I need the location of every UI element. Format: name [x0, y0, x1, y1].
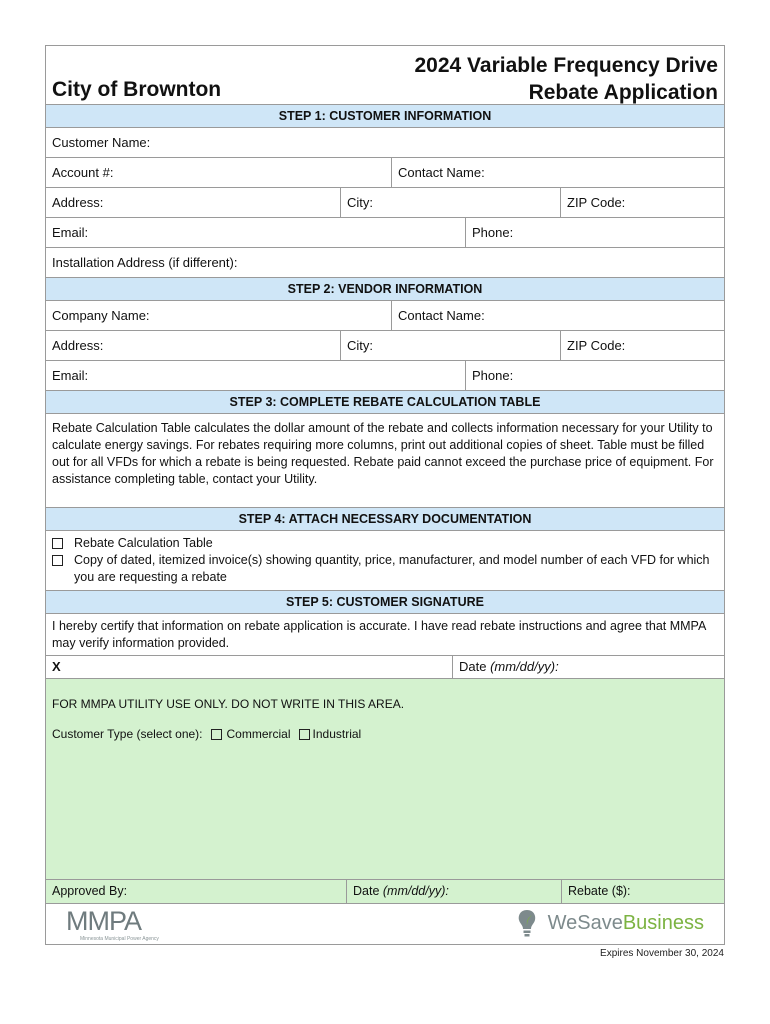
- checklist-item-invoice: [52, 552, 718, 586]
- customer-type-selector: [52, 727, 361, 741]
- form-header: [46, 46, 724, 105]
- account-row: [46, 158, 724, 188]
- company-name-field[interactable]: Company Name:: [52, 308, 150, 323]
- signature-row: [46, 656, 724, 679]
- vendor-phone-field[interactable]: Phone:: [465, 361, 724, 390]
- customer-name-row: [46, 128, 724, 158]
- vendor-contact-name-field[interactable]: Contact Name:: [391, 301, 724, 330]
- form-title-line2: Rebate Application: [528, 81, 718, 104]
- signature-date-field[interactable]: [452, 656, 724, 678]
- installation-address-field[interactable]: Installation Address (if different):: [52, 255, 238, 270]
- vendor-address-field[interactable]: Address:: [52, 338, 104, 353]
- city-name: City of Brownton: [52, 78, 222, 101]
- date-format: (mm/dd/yy):: [382, 884, 449, 898]
- vendor-email-row: [46, 361, 724, 391]
- installation-address-row: [46, 248, 724, 278]
- company-row: [46, 301, 724, 331]
- checklist-item-label: Copy of dated, itemized invoice(s) showing quantity, price, manufacturer, and model number of each VFD for which you are requesting a rebate: [74, 553, 710, 584]
- utility-use-area: [46, 679, 724, 880]
- certification-text: I hereby certify that information on rebate application is accurate. I have read rebate instructions and agree that MMPA may verify information provided.: [46, 614, 724, 656]
- customer-address-field[interactable]: Address:: [52, 195, 104, 210]
- wesavebusiness-logo: [516, 908, 704, 938]
- step1-heading: STEP 1: CUSTOMER INFORMATION: [46, 105, 724, 128]
- vendor-city-field[interactable]: City:: [340, 331, 560, 360]
- step4-heading: STEP 4: ATTACH NECESSARY DOCUMENTATION: [46, 508, 724, 531]
- mmpa-tagline: Minnesota Municipal Power Agency: [80, 936, 159, 942]
- customer-phone-field[interactable]: Phone:: [465, 218, 724, 247]
- documentation-checklist: [46, 531, 724, 591]
- vendor-zip-field[interactable]: ZIP Code:: [560, 331, 724, 360]
- form-title: [414, 52, 718, 106]
- customer-address-row: [46, 188, 724, 218]
- customer-zip-field[interactable]: ZIP Code:: [560, 188, 724, 217]
- mmpa-logo: [62, 906, 174, 942]
- signature-field[interactable]: X: [52, 659, 61, 674]
- customer-email-row: [46, 218, 724, 248]
- customer-city-field[interactable]: City:: [340, 188, 560, 217]
- customer-email-field[interactable]: Email:: [52, 225, 89, 240]
- form-title-line1: 2024 Variable Frequency Drive: [414, 54, 718, 77]
- checkbox-calculation-table[interactable]: [52, 538, 63, 549]
- customer-contact-name-field[interactable]: Contact Name:: [391, 158, 724, 187]
- date-label: Date: [459, 659, 491, 674]
- approval-row: [46, 880, 724, 904]
- step3-heading: STEP 3: COMPLETE REBATE CALCULATION TABLE: [46, 391, 724, 414]
- industrial-label: Industrial: [312, 727, 362, 741]
- expiration-notice: Expires November 30, 2024: [600, 948, 724, 959]
- checkbox-industrial[interactable]: [299, 729, 310, 740]
- customer-name-field[interactable]: Customer Name:: [52, 135, 151, 150]
- rebate-amount-field[interactable]: Rebate ($):: [561, 880, 724, 903]
- wsb-we-save-text: WeSave: [547, 911, 623, 934]
- commercial-label: Commercial: [226, 727, 291, 741]
- customer-type-label: Customer Type (select one):: [52, 727, 203, 741]
- footer-logos: [46, 904, 724, 944]
- checklist-item-label: Rebate Calculation Table: [74, 536, 213, 550]
- date-format: (mm/dd/yy):: [490, 659, 559, 674]
- checkbox-commercial[interactable]: [211, 729, 222, 740]
- step2-heading: STEP 2: VENDOR INFORMATION: [46, 278, 724, 301]
- mmpa-logo-text: MMPA: [66, 906, 141, 936]
- date-label: Date: [353, 884, 383, 898]
- rebate-application-form: [45, 45, 725, 945]
- vendor-address-row: [46, 331, 724, 361]
- lightbulb-leaf-icon: [516, 908, 538, 938]
- checkbox-invoice[interactable]: [52, 555, 63, 566]
- utility-use-notice: FOR MMPA UTILITY USE ONLY. DO NOT WRITE IN THIS AREA.: [52, 697, 405, 711]
- approval-date-field[interactable]: [346, 880, 561, 903]
- account-field[interactable]: Account #:: [52, 165, 114, 180]
- wsb-business-text: Business: [622, 911, 704, 934]
- vendor-email-field[interactable]: Email:: [52, 368, 89, 383]
- approved-by-field[interactable]: Approved By:: [52, 884, 128, 898]
- step5-heading: STEP 5: CUSTOMER SIGNATURE: [46, 591, 724, 614]
- step3-instructions: Rebate Calculation Table calculates the dollar amount of the rebate and collects information necessary for your Utility to calculate energy savings. For rebates requiring more columns, print out additional copies of sheet. Table must be filled out for all VFDs for which a rebate is being requested. Rebate paid cannot exceed the purchase price of equipment. For assistance completing table, contact your Utility.: [46, 414, 724, 508]
- checklist-item-calculation-table: [52, 535, 718, 552]
